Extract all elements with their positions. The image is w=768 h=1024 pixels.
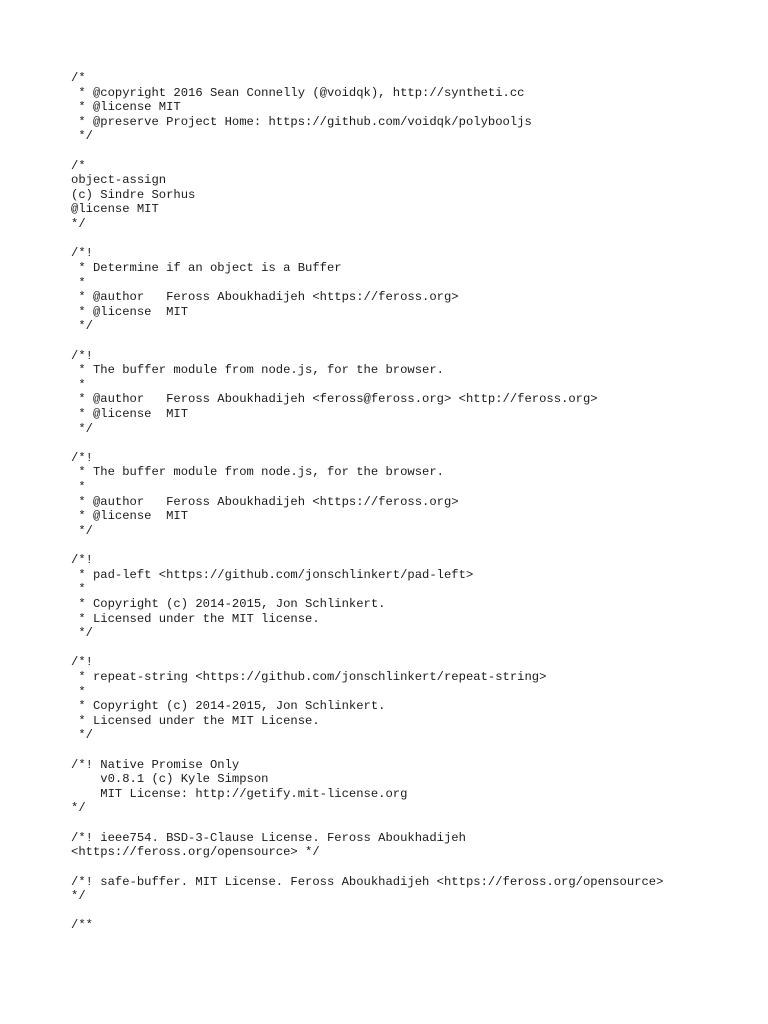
text-line: * The buffer module from node.js, for the browser. — [71, 363, 444, 378]
text-line: /*! — [71, 655, 93, 670]
text-line: @license MIT — [71, 202, 159, 217]
blank-line — [71, 904, 731, 919]
blank-line — [71, 539, 731, 554]
text-line: * Copyright (c) 2014-2015, Jon Schlinkert. — [71, 596, 386, 611]
text-line: * — [71, 275, 86, 290]
blank-line — [71, 860, 731, 875]
text-line: /*! — [71, 450, 93, 465]
text-line: * @license MIT — [71, 100, 181, 115]
blank-line — [71, 743, 731, 758]
text-line: /* — [71, 71, 86, 85]
text-line: * pad-left <https://github.com/jonschlinkert/pad-left> — [71, 567, 474, 582]
text-line: * @author Feross Aboukhadijeh <https://feross.org> — [71, 494, 459, 509]
text-line: /*! — [71, 553, 93, 568]
text-line: * — [71, 582, 86, 597]
text-line: */ — [71, 801, 86, 816]
text-line: * — [71, 684, 86, 699]
text-line: /* — [71, 158, 86, 173]
text-line: */ — [71, 421, 93, 436]
blank-line — [71, 144, 731, 159]
text-line: */ — [71, 319, 93, 334]
text-line: * Copyright (c) 2014-2015, Jon Schlinkert. — [71, 699, 386, 714]
text-line: <https://feross.org/opensource> */ — [71, 845, 320, 860]
text-line: MIT License: http://getify.mit-license.org — [71, 786, 408, 801]
blank-line — [71, 232, 731, 247]
blank-line — [71, 641, 731, 656]
blank-line — [71, 816, 731, 831]
text-line: */ — [71, 728, 93, 743]
text-line: * repeat-string <https://github.com/jonschlinkert/repeat-string> — [71, 669, 547, 684]
text-line: /*! — [71, 348, 93, 363]
text-line: /*! — [71, 246, 93, 261]
text-line: */ — [71, 129, 93, 144]
text-line: * @author Feross Aboukhadijeh <https://feross.org> — [71, 290, 459, 305]
text-line: * @copyright 2016 Sean Connelly (@voidqk), http://syntheti.cc — [71, 85, 525, 100]
text-line: /** — [71, 918, 93, 933]
text-line: */ — [71, 626, 93, 641]
blank-line — [71, 334, 731, 349]
text-line: * Licensed under the MIT License. — [71, 713, 320, 728]
text-line: * Licensed under the MIT license. — [71, 611, 320, 626]
text-line: */ — [71, 889, 86, 904]
text-line: /*! safe-buffer. MIT License. Feross Aboukhadijeh <https://feross.org/opensource> — [71, 874, 664, 889]
text-line: * @preserve Project Home: https://github.com/voidqk/polybooljs — [71, 114, 532, 129]
text-line: * Determine if an object is a Buffer — [71, 260, 342, 275]
text-line: * The buffer module from node.js, for the browser. — [71, 465, 444, 480]
text-line: (c) Sindre Sorhus — [71, 187, 196, 202]
text-line: object-assign — [71, 173, 167, 188]
text-line: */ — [71, 523, 93, 538]
text-line: * @license MIT — [71, 304, 189, 319]
text-line: /*! ieee754. BSD-3-Clause License. Feross Aboukhadijeh — [71, 830, 466, 845]
text-line: * @author Feross Aboukhadijeh <feross@feross.org> <http://feross.org> — [71, 392, 598, 407]
blank-line — [71, 436, 731, 451]
text-line: */ — [71, 217, 86, 232]
text-line: * @license MIT — [71, 509, 189, 524]
text-line: /*! Native Promise Only — [71, 757, 240, 772]
text-line: * — [71, 480, 86, 495]
license-document-page — [71, 71, 731, 1011]
text-line: * — [71, 377, 86, 392]
text-line: v0.8.1 (c) Kyle Simpson — [71, 772, 269, 787]
text-line: * @license MIT — [71, 407, 189, 422]
